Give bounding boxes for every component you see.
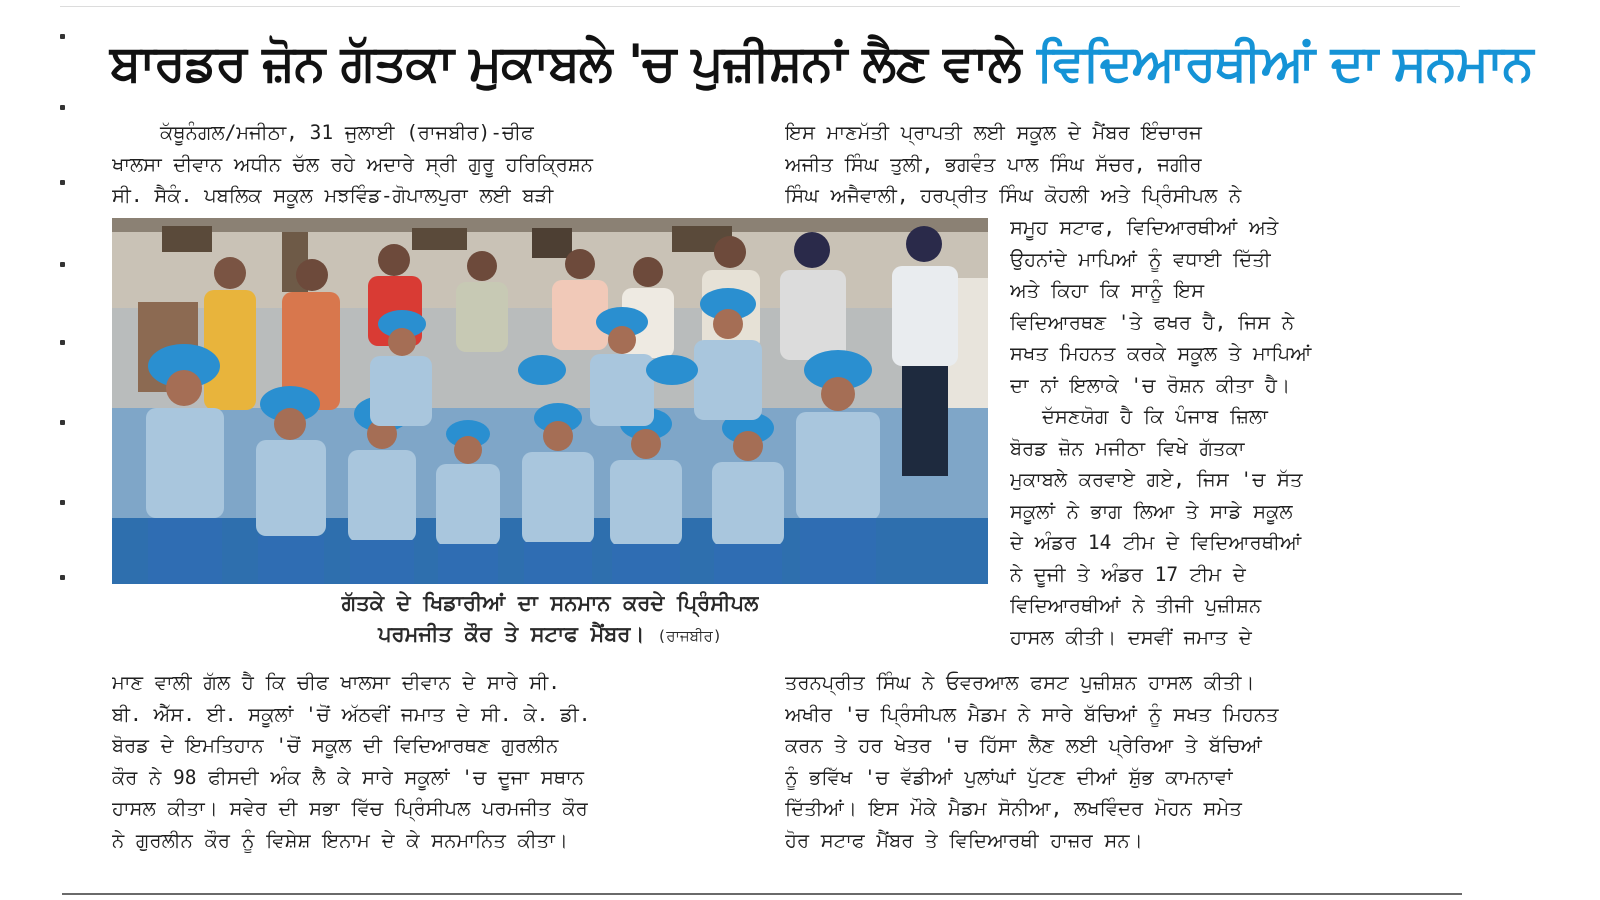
article-line: ਸਕੂਲਾਂ ਨੇ ਭਾਗ ਲਿਆ ਤੇ ਸਾਡੇ ਸਕੂਲ: [1010, 499, 1293, 523]
article-line: ਦਾ ਨਾਂ ਇਲਾਕੇ 'ਚ ਰੋਸ਼ਨ ਕੀਤਾ ਹੈ।: [1010, 373, 1291, 397]
article-line: ਬੀ. ਐੱਸ. ਈ. ਸਕੂਲਾਂ 'ਚੋਂ ਅੱਠਵੀਂ ਜਮਾਤ ਦੇ ਸੀ. ਕੇ. ਡੀ.: [112, 702, 591, 726]
article-line: ਇਸ ਮਾਣਮੱਤੀ ਪ੍ਰਾਪਤੀ ਲਈ ਸਕੂਲ ਦੇ ਮੈਂਬਰ ਇੰਚਾਰਜ: [785, 121, 1202, 144]
headline-black-part: ਬਾਰਡਰ ਜ਼ੋਨ ਗੱਤਕਾ ਮੁਕਾਬਲੇ 'ਚ ਪੁਜ਼ੀਸ਼ਨਾਂ ਲੈਣ ਵਾਲੇ: [110, 34, 1021, 92]
article-column-right-top: [785, 117, 1415, 212]
caption-line-1: ਗੱਤਕੇ ਦੇ ਖਿਡਾਰੀਆਂ ਦਾ ਸਨਮਾਨ ਕਰਦੇ ਪ੍ਰਿੰਸੀਪਲ: [341, 591, 759, 615]
article-column-left-bottom: [112, 667, 742, 856]
article-line: ਬੋਰਡ ਜ਼ੋਨ ਮਜੀਠਾ ਵਿਖੇ ਗੱਤਕਾ: [1010, 436, 1245, 460]
headline: [110, 22, 1533, 104]
headline-blue-part: ਵਿਦਿਆਰਥੀਆਂ ਦਾ ਸਨਮਾਨ: [1036, 34, 1533, 92]
article-line: ਸਿੰਘ ਅਜੈਵਾਲੀ, ਹਰਪ੍ਰੀਤ ਸਿੰਘ ਕੋਹਲੀ ਅਤੇ ਪ੍ਰਿੰਸੀਪਲ ਨੇ: [785, 184, 1242, 207]
article-line: ਤਰਨਪ੍ਰੀਤ ਸਿੰਘ ਨੇ ਓਵਰਆਲ ਫਸਟ ਪੁਜ਼ੀਸ਼ਨ ਹਾਸਲ ਕੀਤੀ।: [785, 671, 1255, 694]
article-line: ਵਿਦਿਆਰਥਣ 'ਤੇ ਫਖਰ ਹੈ, ਜਿਸ ਨੇ: [1010, 310, 1295, 334]
article-line: ਨੇ ਦੂਜੀ ਤੇ ਅੰਡਰ 17 ਟੀਮ ਦੇ: [1010, 562, 1246, 586]
article-line: ਕੌਰ ਨੇ 98 ਫੀਸਦੀ ਅੰਕ ਲੈ ਕੇ ਸਾਰੇ ਸਕੂਲਾਂ 'ਚ ਦੂਜਾ ਸਥਾਨ: [112, 765, 584, 789]
team-photo: [112, 218, 988, 584]
article-line: ਨੂੰ ਭਵਿੱਖ 'ਚ ਵੱਡੀਆਂ ਪੁਲਾਂਘਾਂ ਪੁੱਟਣ ਦੀਆਂ ਸ਼ੁੱਭ ਕਾਮਨਾਵਾਂ: [785, 765, 1233, 789]
article-line: ਵਿਦਿਆਰਥੀਆਂ ਨੇ ਤੀਜੀ ਪੁਜ਼ੀਸ਼ਨ: [1010, 594, 1262, 617]
article-line: ਬੋਰਡ ਦੇ ਇਮਤਿਹਾਨ 'ਚੋਂ ਸਕੂਲ ਦੀ ਵਿਦਿਆਰਥਣ ਗੁਰਲੀਨ: [112, 734, 559, 757]
article-line: ਖਾਲਸਾ ਦੀਵਾਨ ਅਧੀਨ ਚੱਲ ਰਹੇ ਅਦਾਰੇ ਸ੍ਰੀ ਗੁਰੂ ਹਰਿਕ੍ਰਿਸ਼ਨ: [112, 152, 593, 176]
article-line: ਸੀ. ਸੈਕੰ. ਪਬਲਿਕ ਸਕੂਲ ਮਝਵਿੰਡ-ਗੋਪਾਲਪੁਰਾ ਲਈ ਬੜੀ: [112, 184, 554, 207]
article-line: ਸਮੂਹ ਸਟਾਫ, ਵਿਦਿਆਰਥੀਆਂ ਅਤੇ: [1010, 216, 1279, 239]
article-line: ਸਖਤ ਮਿਹਨਤ ਕਰਕੇ ਸਕੂਲ ਤੇ ਮਾਪਿਆਂ: [1010, 342, 1312, 365]
article-column-left-top: [112, 117, 742, 212]
photo-caption: [112, 588, 988, 652]
article-line: ਕੱਥੂਨੰਗਲ/ਮਜੀਠਾ, 31 ਜੁਲਾਈ (ਰਾਜਬੀਰ)-ਚੀਫ: [160, 121, 534, 144]
team-photo-illustration: [112, 218, 988, 584]
article-line: ਹਾਸਲ ਕੀਤਾ। ਸਵੇਰ ਦੀ ਸਭਾ ਵਿੱਚ ਪ੍ਰਿੰਸੀਪਲ ਪਰਮਜੀਤ ਕੌਰ: [112, 797, 588, 820]
article-column-right-bottom: [785, 667, 1415, 856]
article-line: ਮੁਕਾਬਲੇ ਕਰਵਾਏ ਗਏ, ਜਿਸ 'ਚ ਸੱਤ: [1010, 468, 1303, 491]
article-line: ਦੱਸਣਯੋਗ ਹੈ ਕਿ ਪੰਜਾਬ ਜ਼ਿਲਾ: [1042, 405, 1268, 428]
photo-credit: (ਰਾਜਬੀਰ): [657, 627, 722, 645]
left-edge-marks: [60, 30, 66, 590]
article-line: ਅਖੀਰ 'ਚ ਪ੍ਰਿੰਸੀਪਲ ਮੈਡਮ ਨੇ ਸਾਰੇ ਬੱਚਿਆਂ ਨੂੰ ਸਖਤ ਮਿਹਨਤ: [785, 702, 1279, 726]
article-line: ਨੇ ਗੁਰਲੀਨ ਕੌਰ ਨੂੰ ਵਿਸ਼ੇਸ਼ ਇਨਾਮ ਦੇ ਕੇ ਸਨਮਾਨਿਤ ਕੀਤਾ।: [112, 828, 568, 852]
article-line: ਦਿੱਤੀਆਂ। ਇਸ ਮੌਕੇ ਮੈਡਮ ਸੋਨੀਆ, ਲਖਵਿੰਦਰ ਮੋਹਨ ਸਮੇਤ: [785, 797, 1242, 820]
article-line: ਹੋਰ ਸਟਾਫ ਮੈਂਬਰ ਤੇ ਵਿਦਿਆਰਥੀ ਹਾਜ਼ਰ ਸਨ।: [785, 828, 1143, 852]
article-line: ਹਾਸਲ ਕੀਤੀ। ਦਸਵੀਂ ਜਮਾਤ ਦੇ: [1010, 625, 1252, 649]
article-line: ਉਹਨਾਂਦੇ ਮਾਪਿਆਂ ਨੂੰ ਵਧਾਈ ਦਿੱਤੀ: [1010, 247, 1271, 271]
article-line: ਕਰਨ ਤੇ ਹਰ ਖੇਤਰ 'ਚ ਹਿੱਸਾ ਲੈਣ ਲਈ ਪ੍ਰੇਰਿਆ ਤੇ ਬੱਚਿਆਂ: [785, 734, 1262, 757]
bottom-rule: [62, 893, 1462, 895]
article-column-right-middle: [1010, 212, 1415, 653]
article-line: ਮਾਣ ਵਾਲੀ ਗੱਲ ਹੈ ਕਿ ਚੀਫ ਖਾਲਸਾ ਦੀਵਾਨ ਦੇ ਸਾਰੇ ਸੀ.: [112, 671, 560, 694]
article-line: ਦੇ ਅੰਡਰ 14 ਟੀਮ ਦੇ ਵਿਦਿਆਰਥੀਆਂ: [1010, 531, 1302, 554]
top-rule: [60, 6, 1460, 7]
article-line: ਅਜੀਤ ਸਿੰਘ ਤੁਲੀ, ਭਗਵੰਤ ਪਾਲ ਸਿੰਘ ਸੱਚਰ, ਜਗੀਰ: [785, 152, 1202, 176]
caption-line-2: ਪਰਮਜੀਤ ਕੌਰ ਤੇ ਸਟਾਫ ਮੈਂਬਰ।: [378, 622, 645, 646]
article-line: ਅਤੇ ਕਿਹਾ ਕਿ ਸਾਨੂੰ ਇਸ: [1010, 279, 1205, 302]
